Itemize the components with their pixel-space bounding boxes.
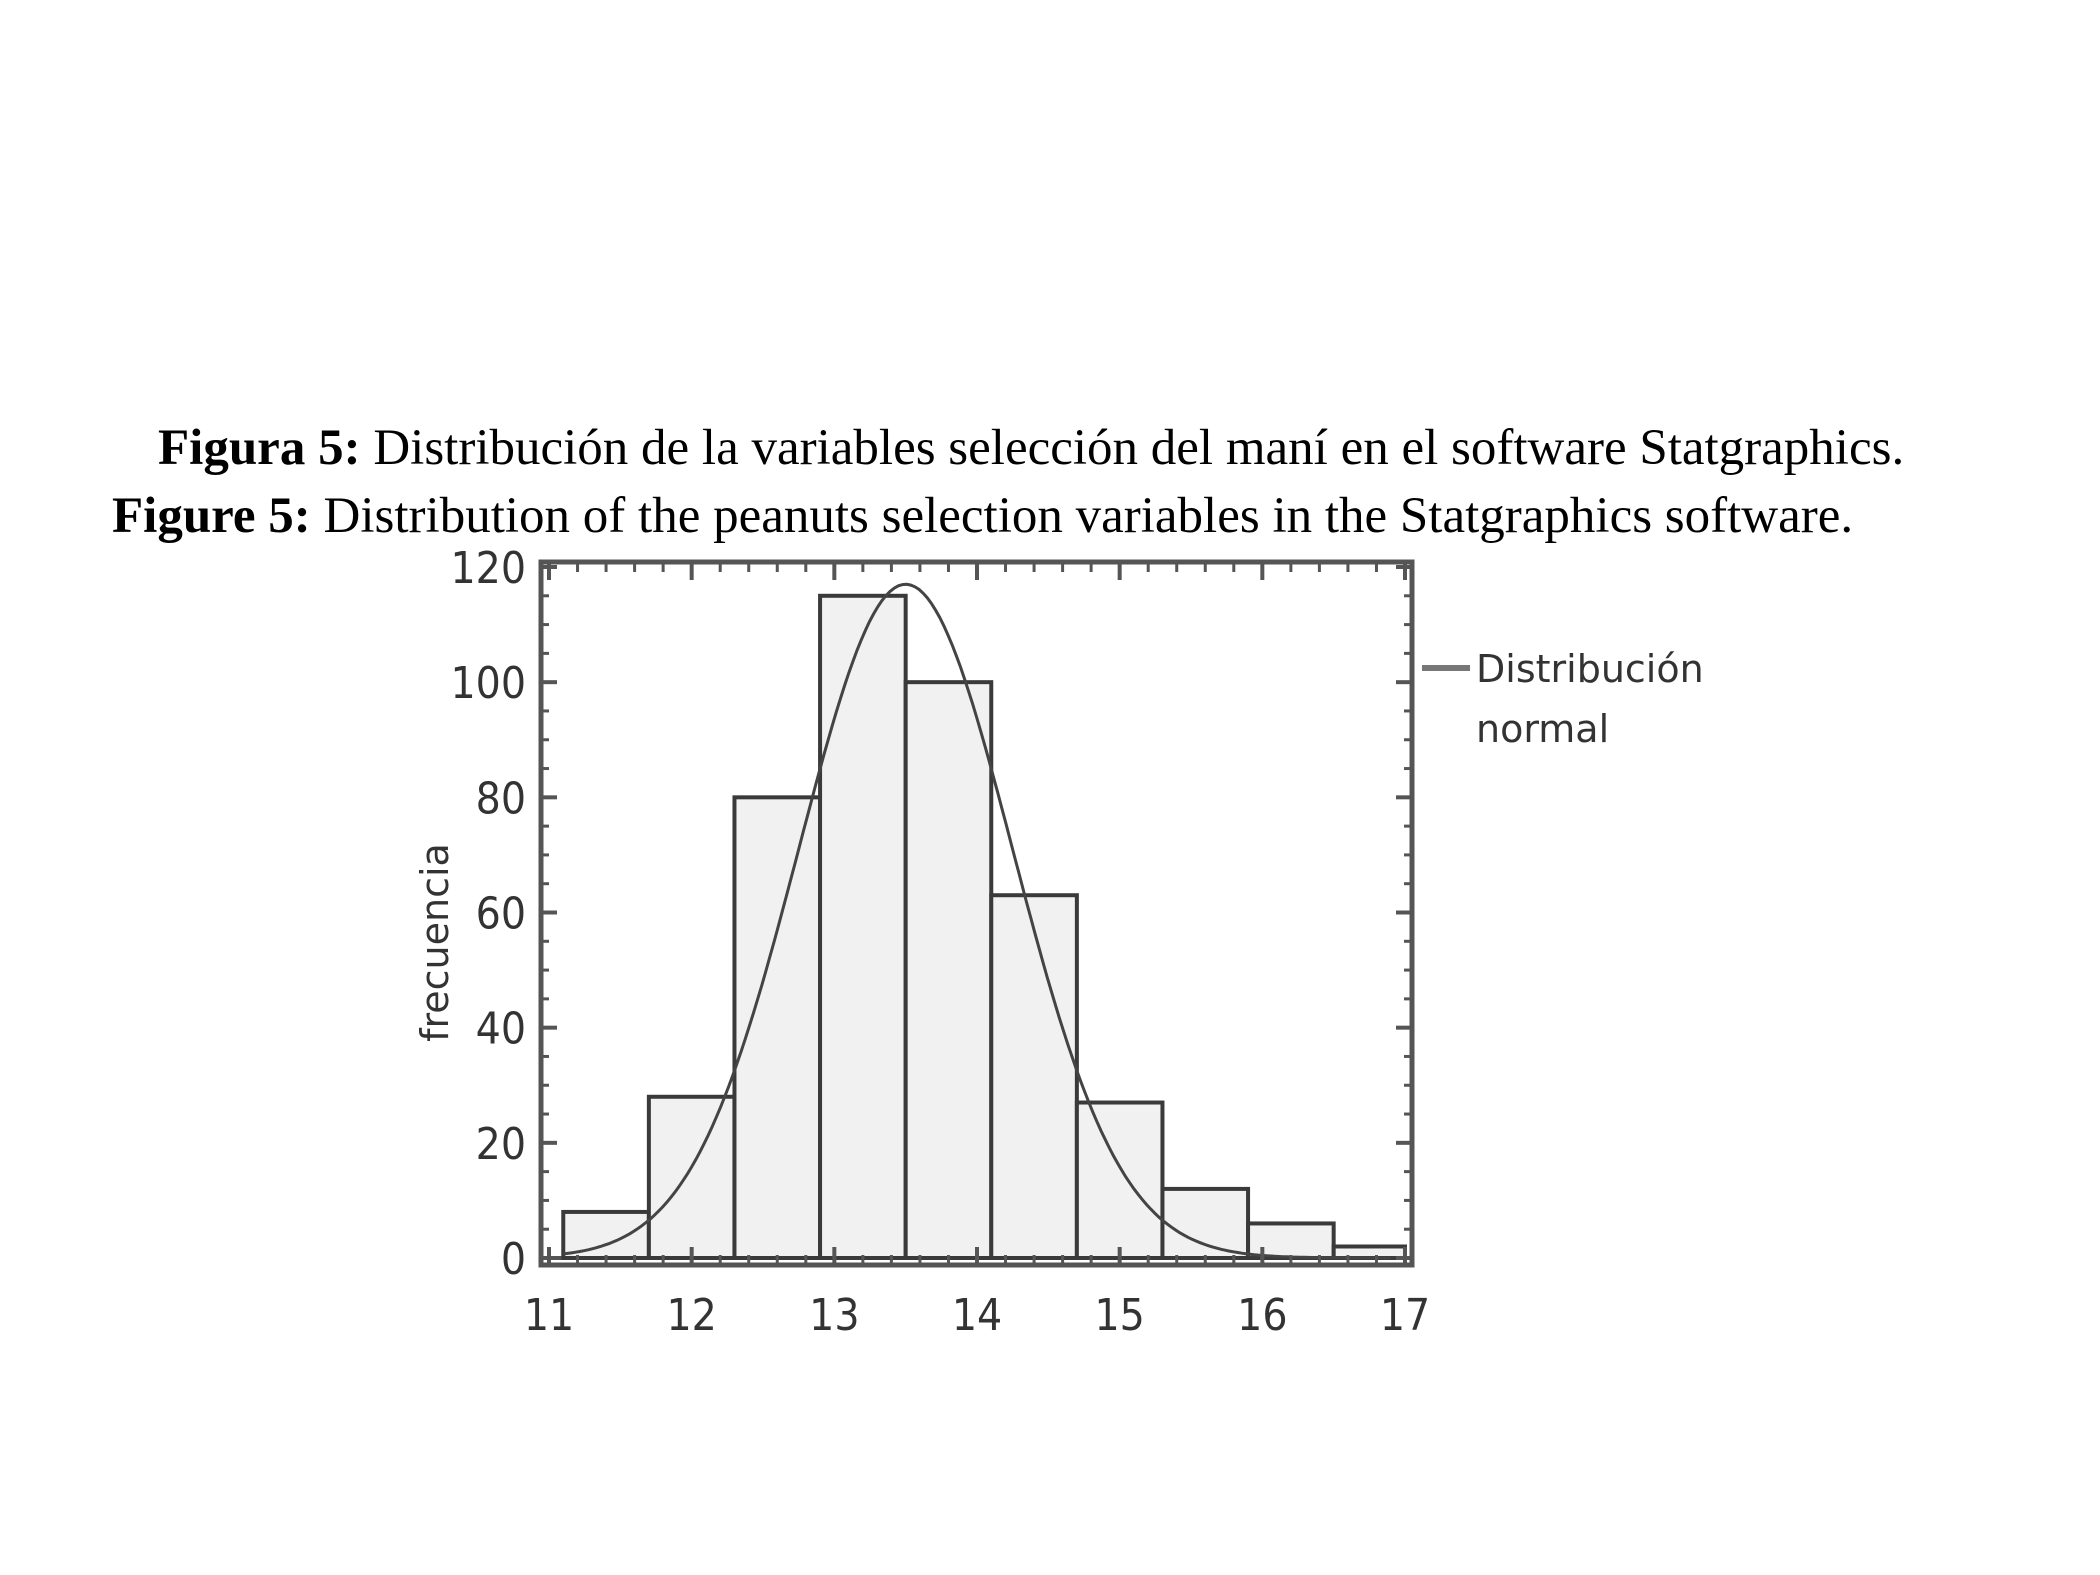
x-tick-label: 15 bbox=[1094, 1290, 1145, 1341]
x-tick-label: 17 bbox=[1379, 1290, 1431, 1341]
y-tick-label: 120 bbox=[450, 543, 526, 594]
x-tick-label: 14 bbox=[951, 1290, 1003, 1341]
histogram-bar bbox=[820, 596, 906, 1258]
y-tick-label: 100 bbox=[450, 658, 526, 710]
histogram-bar bbox=[1162, 1189, 1248, 1258]
caption-spanish-text: Distribución de la variables selección del maní en el software Statgraphics. bbox=[360, 420, 1905, 476]
y-tick-label: 40 bbox=[475, 1003, 526, 1055]
caption-spanish-prefix: Figura 5: bbox=[158, 420, 361, 476]
x-tick-label: 16 bbox=[1237, 1290, 1288, 1341]
histogram-bar bbox=[991, 895, 1077, 1258]
x-tick-label: 12 bbox=[666, 1290, 717, 1341]
y-tick-label: 0 bbox=[500, 1234, 526, 1285]
histogram-bar bbox=[1077, 1103, 1163, 1258]
y-tick-label: 20 bbox=[475, 1118, 526, 1170]
legend-label-line-2: normal bbox=[1476, 707, 1610, 751]
legend bbox=[1422, 647, 1704, 751]
y-tick-label: 60 bbox=[475, 888, 526, 940]
histogram-bar bbox=[1334, 1246, 1405, 1258]
legend-label-line-1: Distribución bbox=[1476, 647, 1704, 691]
caption-english-text: Distribution of the peanuts selection variables in the Statgraphics software. bbox=[310, 488, 1854, 544]
histogram-bar bbox=[906, 682, 992, 1258]
y-tick-label: 80 bbox=[475, 773, 526, 825]
y-axis-label: frecuencia bbox=[413, 843, 457, 1042]
histogram-bars-group bbox=[563, 596, 1405, 1258]
histogram-bar bbox=[649, 1097, 735, 1258]
x-tick-label: 13 bbox=[809, 1290, 860, 1341]
caption-english-prefix: Figure 5: bbox=[112, 488, 311, 544]
x-tick-label: 11 bbox=[523, 1290, 575, 1341]
